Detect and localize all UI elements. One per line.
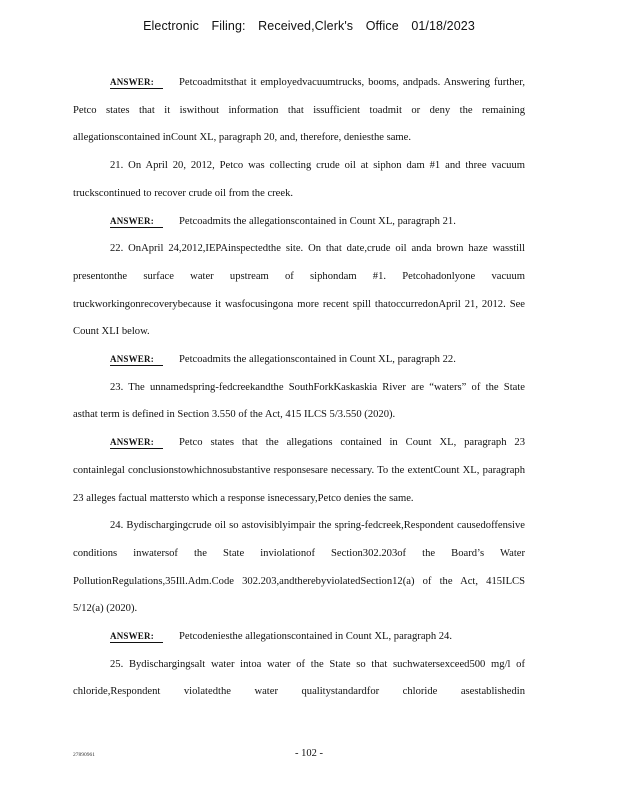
paragraph-text: 23. The unnamedspring-fedcreekandthe SouthForkKaskaskia River are “waters” of the State asthat term is defined in Section 3.550 of the Act, 415 ILCS 5/3.550 (2020). [73,381,525,421]
answer-label: ANSWER: [110,216,163,228]
allegation-paragraph [73,512,525,623]
answer-label: ANSWER: [110,354,163,366]
document-id: 27890961 [73,752,95,758]
answer-paragraph [73,69,525,152]
allegation-paragraph [73,651,525,706]
answer-paragraph [73,429,525,512]
answer-label: ANSWER: [110,631,163,643]
paragraph-text: Petcoadmits the allegationscontained in Count XL, paragraph 21. [179,215,456,227]
answer-paragraph [73,346,525,374]
answer-label: ANSWER: [110,77,163,89]
answer-paragraph [73,208,525,236]
paragraph-text: 21. On April 20, 2012, Petco was collecting crude oil at siphon dam #1 and three vacuum truckscontinued to recover crude oil from the creek. [73,160,525,199]
filing-header: Electronic Filing: Received,Clerk's Office 01/18/2023 [143,19,475,33]
allegation-paragraph [73,374,525,429]
paragraph-text: 25. Bydischargingsalt water intoa water of the State so that suchwatersexceed500 mg/l of chloride,Respondent violatedthe water qualitystandardfor chloride asestablishedin [73,658,525,698]
allegation-paragraph [73,152,525,207]
paragraph-text: Petco states that the allegations contained in Count XL, paragraph 23 containlegal conclusionstowhichnosubstantive responsesare necessary. To the extentCount XL, paragraph 23 alleges factual mattersto which a response isnecessary,Petco denies the same. [73,437,525,504]
allegation-paragraph [73,235,525,346]
paragraph-text: 22. OnApril 24,2012,IEPAinspectedthe site. On that date,crude oil anda brown haze wasstill presentonthe surface water upstream of siphondam #1. Petcohadonlyone vacuum truckworkingonrecoverybecause it wasfocusingona more recent spill thatoccurredonApril 21, 2012. See Count XLI below. [73,243,525,338]
answer-paragraph [73,623,525,651]
document-body [73,69,525,706]
paragraph-text: Petcoadmits the allegationscontained in Count XL, paragraph 22. [179,354,456,366]
page-number: - 102 - [295,748,323,759]
paragraph-text: Petcoadmitsthat it employedvacuumtrucks, booms, andpads. Answering further, Petco states that it iswithout information that issufficient toadmit or deny the remaining allegationscontained inCount XL, paragraph 20, and, therefore, deniesthe same. [73,77,525,144]
paragraph-text: Petcodeniesthe allegationscontained in Count XL, paragraph 24. [179,631,453,643]
paragraph-text: 24. Bydischargingcrude oil so astovisiblyimpair the spring-fedcreek,Respondent causedoffensive conditions inwatersof the State inviolationof Section302.203of the Board’s Water PollutionRegulations,35Ill.Adm.Code 302.203,andtherebyviolatedSection12(a) of the Act, 415ILCS 5/12(a) (2020). [73,520,525,615]
answer-label: ANSWER: [110,437,163,449]
